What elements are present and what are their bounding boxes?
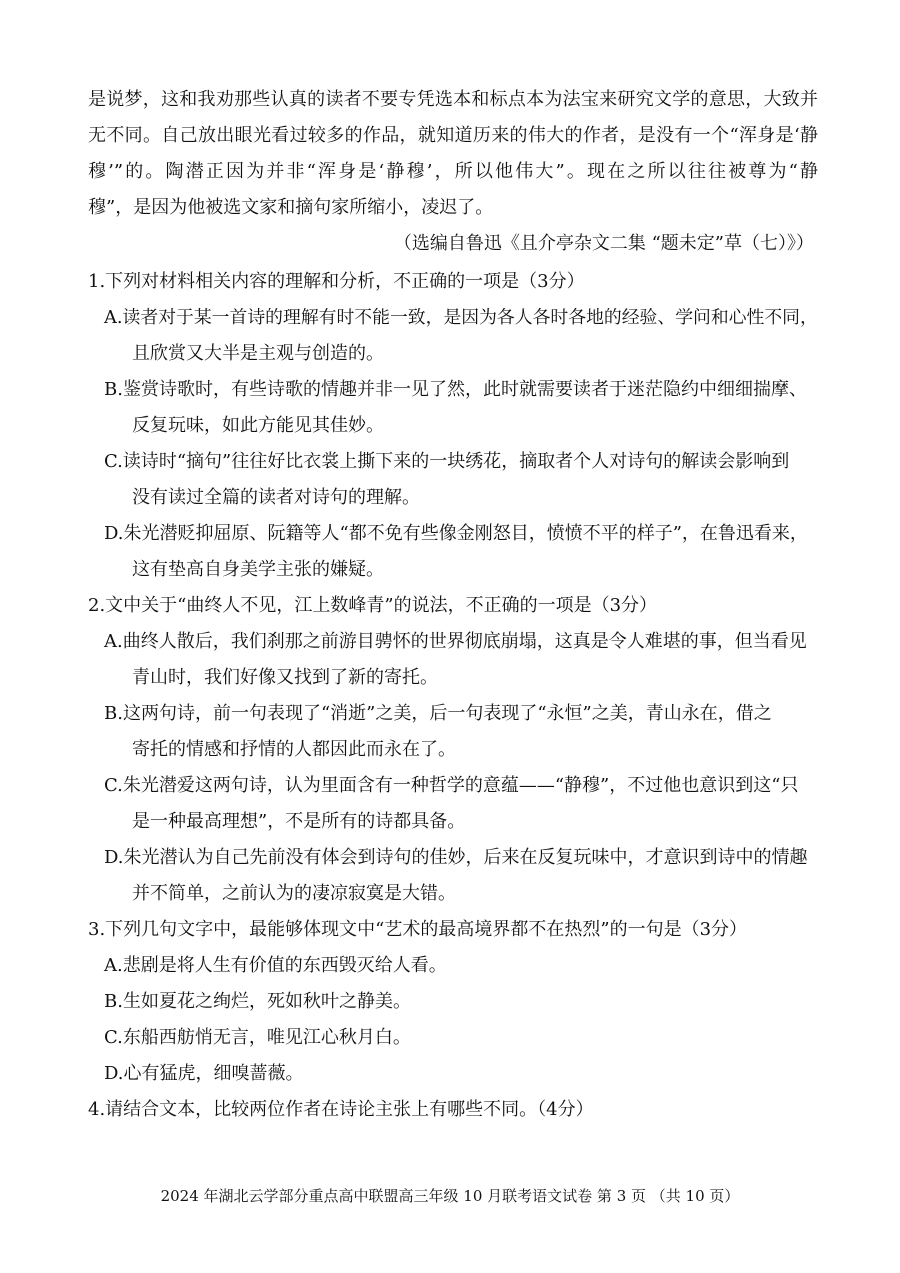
- passage-line: 穆”，是因为他被选文家和摘句家所缩小，凌迟了。: [88, 197, 494, 218]
- question-stem: 4.请结合文本，比较两位作者在诗论主张上有哪些不同。（4分）: [88, 1099, 594, 1120]
- option-c-continued: 没有读过全篇的读者对诗句的理解。: [132, 487, 420, 508]
- option-d: D.朱光潜贬抑屈原、阮籍等人“都不免有些像金刚怒目，愤愤不平的样子”，在鲁迅看来，: [104, 523, 808, 544]
- option-c: C.朱光潜爱这两句诗，认为里面含有一种哲学的意蕴——“静穆”，不过他也意识到这“只: [104, 775, 799, 796]
- option-a: A.曲终人散后，我们刹那之前游目骋怀的世界彻底崩塌，这真是令人难堪的事，但当看见: [104, 631, 807, 652]
- passage-line: 是说梦，这和我劝那些认真的读者不要专凭选本和标点本为法宝来研究文学的意思，大致并: [88, 89, 818, 110]
- option-d-continued: 这有垫高自身美学主张的嫌疑。: [132, 559, 384, 580]
- option-d-continued: 并不简单，之前认为的凄凉寂寞是大错。: [132, 883, 456, 904]
- option-a: A.读者对于某一首诗的理解有时不能一致，是因为各人各时各地的经验、学问和心性不同，: [104, 307, 818, 328]
- option-b-continued: 反复玩味，如此方能见其佳妙。: [132, 415, 384, 436]
- option-a: A.悲剧是将人生有价值的东西毁灭给人看。: [104, 955, 447, 976]
- option-c: C.读诗时“摘句”往往好比衣裳上撕下来的一块绣花，摘取者个人对诗句的解读会影响到: [104, 451, 790, 472]
- option-c: C.东船西舫悄无言，唯见江心秋月白。: [104, 1027, 411, 1048]
- option-b-continued: 寄托的情感和抒情的人都因此而永在了。: [132, 739, 456, 760]
- option-c-continued: 是一种最高理想”，不是所有的诗都具备。: [132, 811, 466, 832]
- option-d: D.心有猛虎，细嗅蔷薇。: [104, 1063, 304, 1084]
- question-stem: 2.文中关于“曲终人不见，江上数峰青”的说法，不正确的一项是（3分）: [88, 595, 658, 616]
- passage-line: 无不同。自己放出眼光看过较多的作品，就知道历来的伟大的作者，是没有一个“浑身是‘静: [88, 125, 818, 146]
- option-b: B.鉴赏诗歌时，有些诗歌的情趣并非一见了然，此时就需要读者于迷茫隐约中细细揣摩、: [104, 379, 807, 400]
- option-a-continued: 且欣赏又大半是主观与创造的。: [132, 343, 384, 364]
- page-footer: 2024 年湖北云学部分重点高中联盟高三年级 10 月联考语文试卷 第 3 页 （共 10 页）: [160, 1187, 740, 1205]
- option-a-continued: 青山时，我们好像又找到了新的寄托。: [132, 667, 438, 688]
- option-b: B.生如夏花之绚烂，死如秋叶之静美。: [104, 991, 411, 1012]
- question-stem: 1.下列对材料相关内容的理解和分析，不正确的一项是（3分）: [88, 271, 585, 292]
- option-d: D.朱光潜认为自己先前没有体会到诗句的佳妙，后来在反复玩味中，才意识到诗中的情趣: [104, 847, 808, 868]
- question-stem: 3.下列几句文字中，最能够体现文中“艺术的最高境界都不在热烈”的一句是（3分）: [88, 919, 748, 940]
- passage-line: 穆’”的。陶潜正因为并非“浑身是‘静穆’，所以他伟大”。现在之所以往往被尊为“静: [88, 161, 818, 182]
- passage-source: （选编自鲁迅《且介亭杂文二集 “题未定”草（七）》）: [393, 233, 814, 254]
- option-b: B.这两句诗，前一句表现了“消逝”之美，后一句表现了“永恒”之美，青山永在，借之: [104, 703, 772, 724]
